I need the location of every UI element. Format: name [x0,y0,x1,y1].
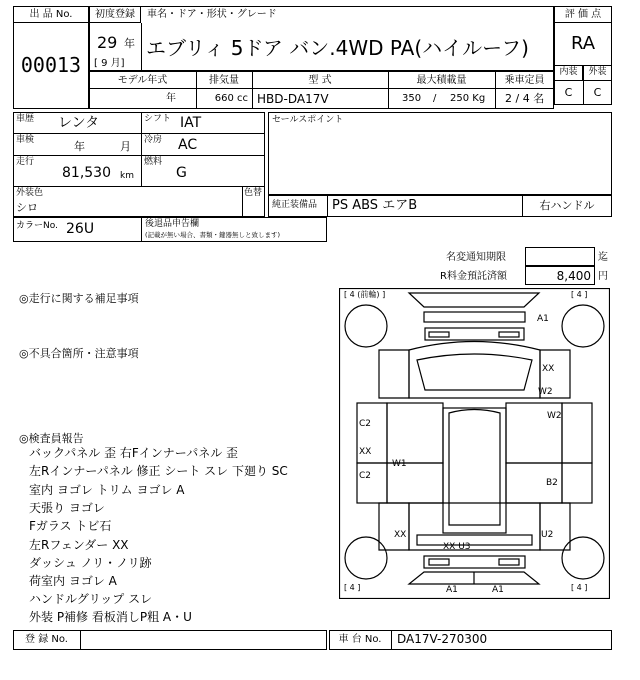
color-replaced-vline [242,186,243,217]
fuel-label: 燃料 [144,157,163,167]
max-load-a: 350 [402,93,422,104]
mark-c2-l: C2 [359,471,372,481]
color-replaced-label: 色替 [244,188,263,198]
capacity-label: 乗車定員 [504,75,545,86]
details-h2 [13,155,265,156]
model-year-unit: 年 [166,93,176,104]
shift: IAT [180,115,202,131]
displacement-label: 排気量 [209,75,239,86]
exterior-label: 外装 [588,67,607,77]
mark-w1: W1 [392,459,407,469]
inspector-line-5: Fガラス トビ石 [29,519,112,533]
reg-divider [141,23,142,71]
equipment-label: 純正装備品 [272,200,318,210]
equipment: PS ABS エアB [332,198,418,213]
mark-u2: U2 [541,530,554,540]
mileage-unit: km [120,171,134,181]
mileage-label: 走行 [16,157,35,167]
lot-number: 00013 [20,53,82,77]
mark-w2-rf: W2 [538,387,553,397]
mark-a1-br: A1 [492,585,504,595]
model-year-label: モデル年式 [117,75,168,86]
mark-a1-top: A1 [537,314,549,324]
mark-b2: B2 [546,478,558,488]
inspector-line-9: ハンドルグリップ スレ [29,592,153,606]
mileage: 81,530 [62,165,111,181]
model-code: HBD-DA17V [257,92,329,106]
details-left [13,112,265,217]
color-no: 26U [66,221,95,237]
max-load-label: 最大積載量 [416,75,467,86]
corner-tl-label: [ 4 (前輪) ] [344,290,386,299]
inspection-label: 車検 [16,135,35,145]
model-label: 型 式 [308,75,332,86]
grade: RA [570,33,596,54]
inspector-label: ◎検査員報告 [19,432,84,445]
reg-year-unit: 年 [124,37,135,50]
history: レンタ [58,115,100,131]
interior-grade: C [564,86,573,99]
grade-label: 評 価 点 [564,9,602,20]
inspector-line-3: 室内 ヨゴレ トリム ヨゴレ A [29,483,185,497]
inspector-line-10: 外装 P補修 看板消しP粗 A・U [29,610,192,624]
car-damage-diagram [339,288,610,599]
reg-no-vline [80,630,81,650]
history-label: 車歴 [16,114,35,124]
aftermarket-note: (記載が無い場合、書類・鍵器無しと致します) [145,231,281,239]
exterior-grade: C [593,86,602,99]
inspection-year: 年 [74,140,85,153]
details-vline [141,112,142,186]
recycle-unit: 円 [598,271,608,282]
name-change-label: 名変通知期限 [446,252,506,263]
recycle-label: R料金預託済額 [440,271,507,282]
exterior-color-label: 外装色 [16,188,44,198]
recycle-amount: 8,400 [556,269,591,283]
inspector-line-1: バックパネル 歪 右Fインナーパネル 歪 [29,446,239,460]
displacement: 660 cc [214,93,248,104]
corner-bl-label: [ 4 ] [344,583,361,592]
first-reg-label: 初度登録 [95,9,135,20]
shift-label: シフト [144,114,172,124]
car-name: エブリィ 5ドア バン.4WD PA(ハイルーフ) [146,36,529,60]
lot-label: 出 品 No. [29,9,73,20]
name-change-unit: 迄 [598,252,608,263]
max-load-sep: / [433,93,437,104]
details-h1 [13,133,265,134]
inspector-line-6: 左Rフェンダー XX [29,538,129,552]
mark-a1-bl: A1 [446,585,458,595]
reg-month: [ 9 月] [94,58,125,69]
defects-label: ◎不具合箇所・注意事項 [19,347,139,360]
chassis-vline [391,630,392,650]
corner-br-label: [ 4 ] [571,583,588,592]
chassis-no: DA17V-270300 [397,632,488,646]
interior-label: 内装 [559,67,578,77]
mark-xx-l: XX [359,447,372,457]
name-change-box [525,247,595,266]
mark-w2-r: W2 [547,411,562,421]
chassis-label: 車 台 No. [338,634,382,645]
inspection-month: 月 [120,140,131,153]
diagram-outline [340,289,610,599]
fuel: G [176,165,187,181]
inspector-line-7: ダッシュ ノリ・ノリ跡 [29,556,152,570]
mark-xx-rf: XX [542,364,555,374]
capacity: 2 / 4 名 [505,92,545,105]
aftermarket-label: 後退品申告欄 [145,219,200,229]
ac: AC [178,137,198,153]
equipment-vline-1 [327,195,328,217]
corner-tr-label: [ 4 ] [571,290,588,299]
inspector-line-8: 荷室内 ヨゴレ A [29,574,117,588]
mark-xx-u3: XX U3 [443,542,471,552]
reg-year: 29 [97,33,118,52]
color-no-label: カラーNo. [16,221,58,231]
mark-xx-lr: XX [394,530,407,540]
inspector-line-2: 左Rインナーパネル 修正 シート スレ 下廻り SC [29,464,288,478]
color-no-vline [141,217,142,242]
ac-label: 冷房 [144,135,163,145]
mark-c2-lf: C2 [359,419,372,429]
sales-point-label: セールスポイント [272,115,344,125]
reg-no-label: 登 録 No. [25,634,68,645]
max-load-b: 250 Kg [450,93,486,104]
exterior-color: シロ [16,201,38,214]
spec-mid-line [89,88,554,89]
details-h3 [13,186,265,187]
steering: 右ハンドル [539,199,595,212]
inspector-line-4: 天張り ヨゴレ [29,501,105,515]
driving-notes-label: ◎走行に関する補足事項 [19,292,139,305]
name-label: 車名・ドア・形状・グレード [147,9,277,20]
